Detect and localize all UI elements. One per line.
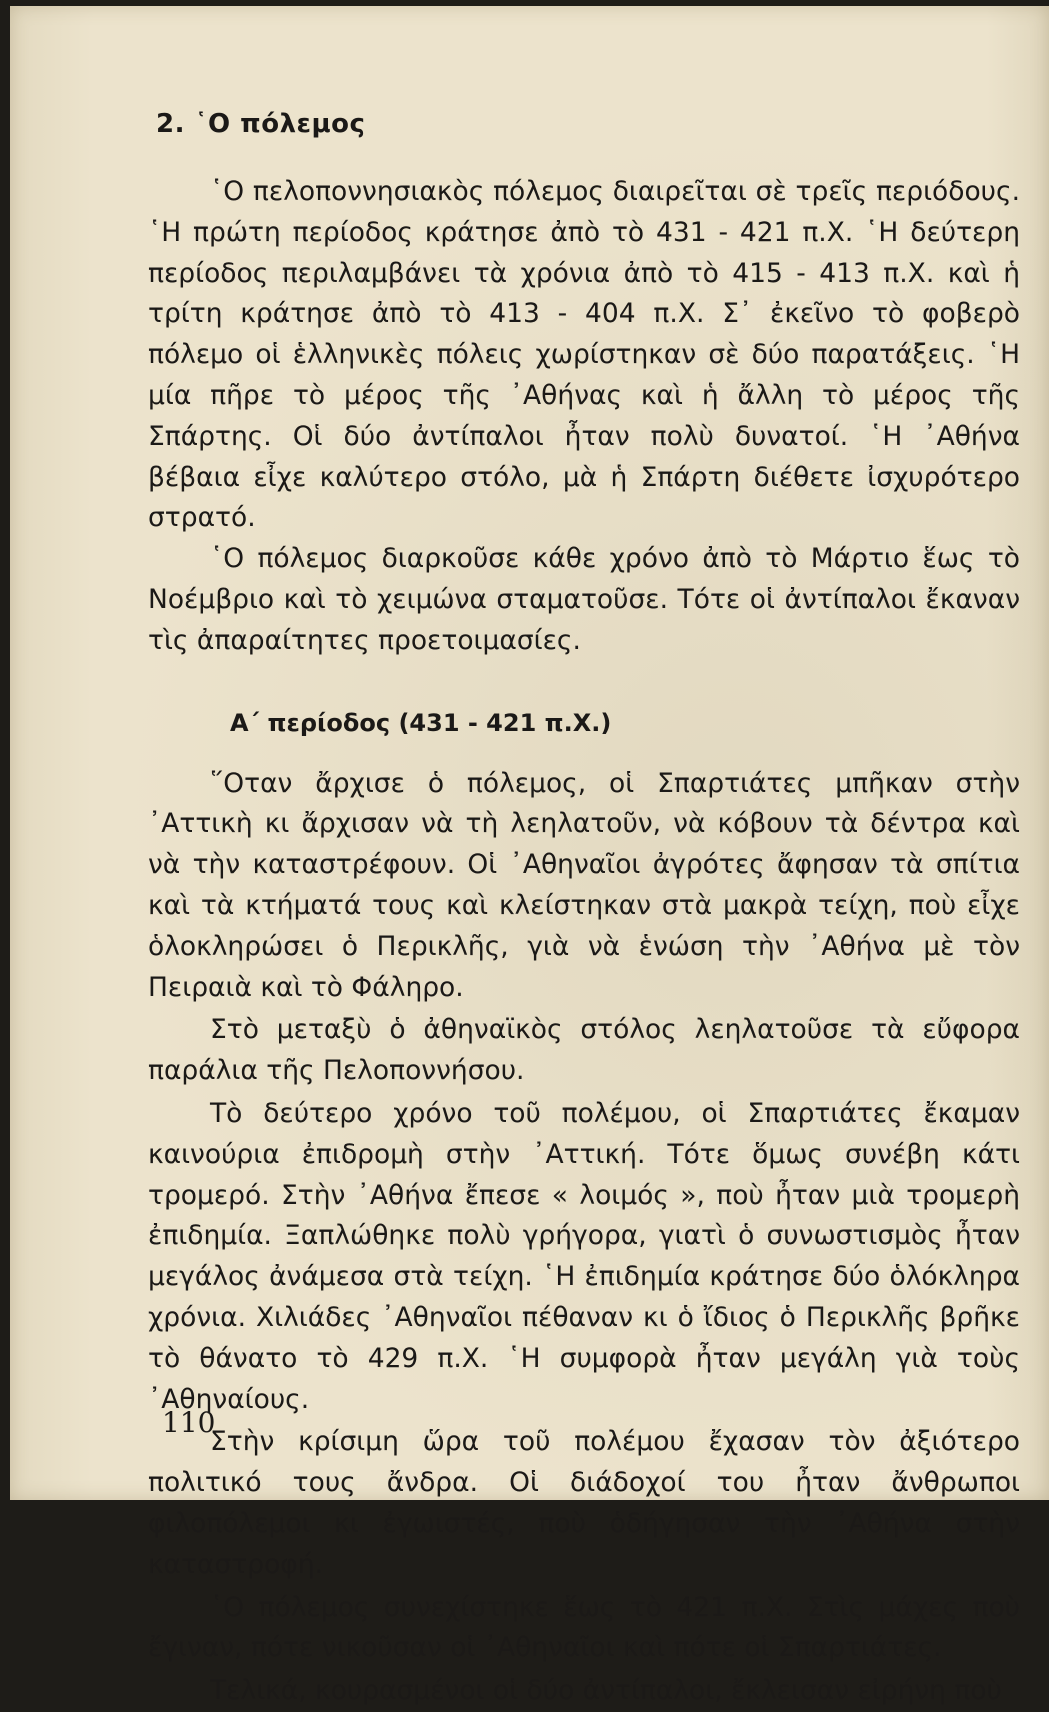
section-paragraph-1: ῞Οταν ἄρχισε ὁ πόλεμος, οἱ Σπαρτιάτες μπῆκαν στὴν ᾿Αττικὴ κι ἄρχισαν νὰ τὴ λεηλατοῦν, νὰ κόβουν τὰ δέντρα καὶ νὰ τὴν καταστρέφουν. Οἱ ᾿Αθηναῖοι ἀγρότες ἄφησαν τὰ σπίτια καὶ τὰ κτήματά τους καὶ κλείστηκαν στὰ μακρὰ τείχη, ποὺ εἶχε ὁλοκληρώσει ὁ Περικλῆς, γιὰ νὰ ἑνώση τὴν ᾿Αθήνα μὲ τὸν Πειραιὰ καὶ τὸ Φάληρο. [148,767,1020,1003]
section-paragraph-2: Στὸ μεταξὺ ὁ ἀθηναϊκὸς στόλος λεηλατοῦσε τὰ εὔφορα παράλια τῆς Πελοποννήσου. [148,1014,1020,1087]
section-paragraph-5: ῾Ο πόλεμος συνεχίστηκε ἕως τὸ 421 π.Χ. Στὶς μάχες ποὺ ἔγιναν, πότε νικοῦσαν οἱ ᾿Αθηναῖοι καὶ πότε οἱ Σπαρτιάτες. [148,1591,1020,1664]
page-content [148,106,1020,1712]
page-number: 110 [162,1406,216,1439]
section-paragraph-4: Στὴν κρίσιμη ὥρα τοῦ πολέμου ἔχασαν τὸν ἀξιότερο πολιτικό τους ἄνδρα. Οἱ διάδοχοί του ἦταν ἄνθρωποι φιλοπόλεμοι κι ἐγωιστές, ποὺ ὁδήγησαν τὴν ᾿Αθήνα στὴν καταστροφή. [148,1426,1020,1580]
intro-paragraph-1: ῾Ο πελοποννησιακὸς πόλεμος διαιρεῖται σὲ τρεῖς περιόδους. ῾Η πρώτη περίοδος κράτησε ἀπὸ τὸ 431 - 421 π.Χ. ῾Η δεύτερη περίοδος περιλαμβάνει τὰ χρόνια ἀπὸ τὸ 415 - 413 π.Χ. καὶ ἡ τρίτη κράτησε ἀπὸ τὸ 413 - 404 π.Χ. Σ᾽ ἐκεῖνο τὸ φοβερὸ πόλεμο οἱ ἑλληνικὲς πόλεις χωρίστηκαν σὲ δύο παρατάξεις. ῾Η μία πῆρε τὸ μέρος τῆς ᾿Αθήνας καὶ ἡ ἄλλη τὸ μέρος τῆς Σπάρτης. Οἱ δύο ἀντίπαλοι ἦταν πολὺ δυνατοί. ῾Η ᾿Αθήνα βέβαια εἶχε καλύτερο στόλο, μὰ ἡ Σπάρτη διέθετε ἰσχυρότερο στρατό. [148,176,1020,534]
chapter-title: 2. ῾Ο πόλεμος [156,109,366,139]
section-heading: Α΄ περίοδος (431 - 421 π.Χ.) [230,708,612,737]
section-paragraph-6: Τελικά, κουρασμένοι οἱ δύο ἀντίπαλοι, ἔκλεισαν εἰρήνη ποὺ [210,1675,1002,1707]
book-page [10,6,1049,1707]
section-paragraph-3: Τὸ δεύτερο χρόνο τοῦ πολέμου, οἱ Σπαρτιάτες ἔκαμαν καινούρια ἐπιδρομὴ στὴν ᾿Αττική. Τότε ὅμως συνέβη κάτι τρομερό. Στὴν ᾿Αθήνα ἔπεσε « λοιμός », ποὺ ἦταν μιὰ τρομερὴ ἐπιδημία. Ξαπλώθηκε πολὺ γρήγορα, γιατὶ ὁ συνωστισμὸς ἦταν μεγάλος ἀνάμεσα στὰ τείχη. ῾Η ἐπιδημία κράτησε δύο ὁλόκληρα χρόνια. Χιλιάδες ᾿Αθηναῖοι πέθαναν κι ὁ ἴδιος ὁ Περικλῆς βρῆκε τὸ θάνατο τὸ 429 π.Χ. ῾Η συμφορὰ ἦταν μεγάλη γιὰ τοὺς ᾿Αθηναίους. [148,1097,1020,1415]
intro-paragraph-2: ῾Ο πόλεμος διαρκοῦσε κάθε χρόνο ἀπὸ τὸ Μάρτιο ἕως τὸ Νοέμβριο καὶ τὸ χειμώνα σταματοῦσε. Τότε οἱ ἀντίπαλοι ἔκαναν τὶς ἀπαραίτητες προετοιμασίες. [148,543,1020,656]
